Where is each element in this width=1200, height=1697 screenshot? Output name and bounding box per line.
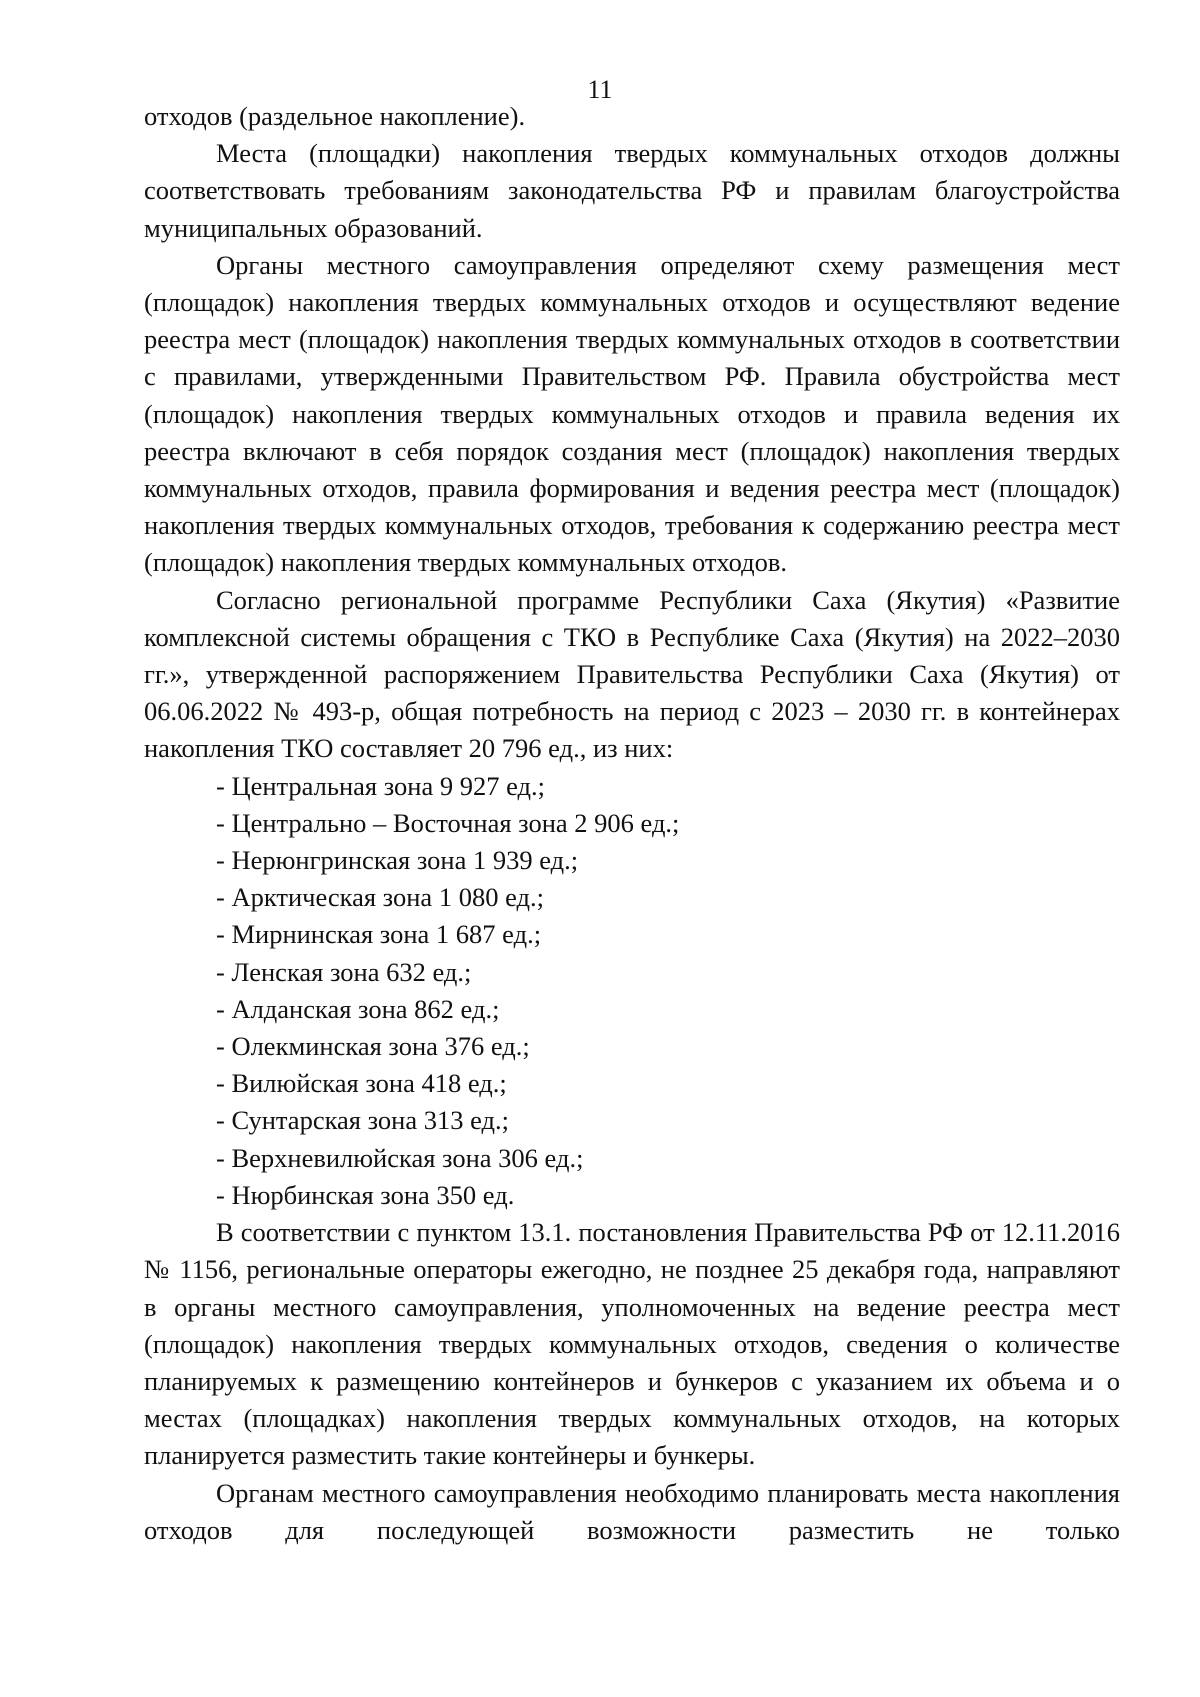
list-item-zone: - Верхневилюйская зона 306 ед.; bbox=[216, 1142, 584, 1173]
list-item-zone: - Вилюйская зона 418 ед.; bbox=[216, 1068, 507, 1099]
list-item-zone: - Арктическая зона 1 080 ед.; bbox=[216, 882, 544, 913]
zones-list bbox=[144, 768, 1120, 1214]
paragraph-planning: Органам местного самоуправления необходимо планировать места накопления отходов для последующей возможности разместить не только bbox=[144, 1477, 1120, 1545]
page-number: 11 bbox=[587, 75, 613, 104]
paragraph-sites-requirements: Места (площадки) накопления твердых коммунальных отходов должны соответствовать требованиям законодательства РФ и правилам благоустройства муниципальных образований. bbox=[144, 138, 1120, 243]
list-item-zone: - Центральная зона 9 927 ед.; bbox=[216, 770, 546, 801]
paragraph-continuation: отходов (раздельное накопление). bbox=[144, 101, 526, 131]
list-item-zone: - Ленская зона 632 ед.; bbox=[216, 956, 472, 987]
list-item-zone: - Нюрбинская зона 350 ед. bbox=[216, 1179, 515, 1210]
document-body bbox=[144, 98, 1120, 1549]
paragraph-local-government-registry: Органы местного самоуправления определяют схему размещения мест (площадок) накопления твердых коммунальных отходов и осуществляют ведение реестра мест (площадок) накопления твердых коммунальных отходов в соответствии с правилами, утвержденными Правительством РФ. Правила обустройства мест (площадок) накопления твердых коммунальных отходов и правила ведения их реестра включают в себя порядок создания мест (площадок) накопления твердых коммунальных отходов, правила формирования и ведения реестра мест (площадок) накопления твердых коммунальных отходов, требования к содержанию реестра мест (площадок) накопления твердых коммунальных отходов. bbox=[144, 249, 1120, 578]
list-item-zone: - Алданская зона 862 ед.; bbox=[216, 993, 500, 1024]
list-item-zone: - Центрально – Восточная зона 2 906 ед.; bbox=[216, 807, 680, 838]
list-item-zone: - Олекминская зона 376 ед.; bbox=[216, 1031, 530, 1062]
list-item-zone: - Нерюнгринская зона 1 939 ед.; bbox=[216, 845, 579, 876]
list-item-zone: - Сунтарская зона 313 ед.; bbox=[216, 1105, 510, 1136]
paragraph-regional-program: Согласно региональной программе Республики Саха (Якутия) «Развитие комплексной системы обращения с ТКО в Республике Саха (Якутия) на 2022–2030 гг.», утвержденной распоряжением Правительства Республики Саха (Якутия) от 06.06.2022 № 493-р, общая потребность на период с 2023 – 2030 гг. в контейнерах накопления ТКО составляет 20 796 ед., из них: bbox=[144, 584, 1120, 764]
list-item-zone: - Мирнинская зона 1 687 ед.; bbox=[216, 919, 542, 950]
paragraph-regional-operators: В соответствии с пунктом 13.1. постановления Правительства РФ от 12.11.2016 № 1156, региональные операторы ежегодно, не позднее 25 декабря года, направляют в органы местного самоуправления, уполномоченных на ведение реестра мест (площадок) накопления твердых коммунальных отходов, сведения о количестве планируемых к размещению контейнеров и бункеров с указанием их объема и о местах (площадках) накопления твердых коммунальных отходов, на которых планируется разместить такие контейнеры и бункеры. bbox=[144, 1217, 1120, 1471]
